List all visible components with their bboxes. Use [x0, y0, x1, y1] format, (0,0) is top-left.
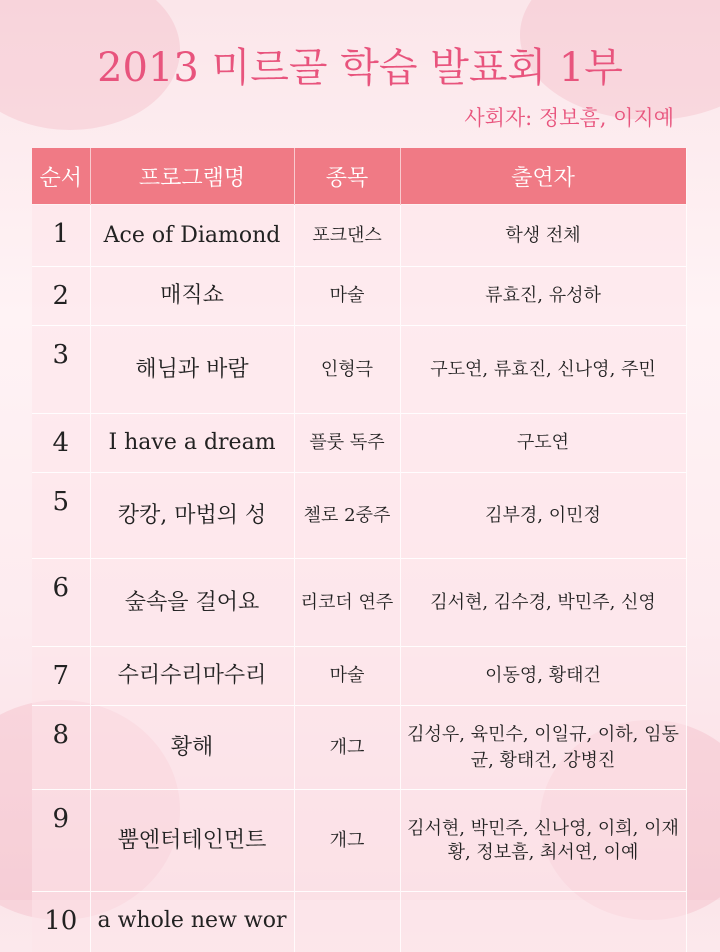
program-type: 인형극 [294, 326, 400, 414]
row-number: 2 [32, 267, 90, 326]
row-number: 3 [32, 326, 90, 414]
program-name: 캉캉, 마법의 성 [90, 473, 294, 559]
row-number: 5 [32, 473, 90, 559]
table-row [32, 267, 686, 326]
program-table [32, 148, 687, 952]
row-number: 6 [32, 559, 90, 647]
page-title: 2013 미르골 학습 발표회 1부 [97, 45, 623, 91]
performers: 김서현, 박민주, 신나영, 이희, 이재황, 정보흠, 최서연, 이예 [400, 790, 686, 892]
row-number: 8 [32, 706, 90, 790]
row-number: 10 [32, 892, 90, 952]
row-number: 4 [32, 414, 90, 473]
row-number: 7 [32, 647, 90, 706]
table-row [32, 647, 686, 706]
table-header-row [32, 148, 686, 205]
table-row [32, 706, 686, 790]
header-type: 종목 [294, 148, 400, 205]
table-row [32, 790, 686, 892]
program-name: I have a dream [90, 414, 294, 473]
row-number: 1 [32, 205, 90, 267]
program-name: 해님과 바람 [90, 326, 294, 414]
table-row [32, 205, 686, 267]
program-type: 포크댄스 [294, 205, 400, 267]
program-type [294, 892, 400, 952]
program-type: 첼로 2중주 [294, 473, 400, 559]
header-order: 순서 [32, 148, 90, 205]
program-type: 플룻 독주 [294, 414, 400, 473]
table-row [32, 326, 686, 414]
hosts-label: 사회자: 정보흠, 이지예 [464, 106, 674, 130]
program-type: 개그 [294, 790, 400, 892]
program-type: 리코더 연주 [294, 559, 400, 647]
program-type: 개그 [294, 706, 400, 790]
performers: 김성우, 육민수, 이일규, 이하, 임동균, 황태건, 강병진 [400, 706, 686, 790]
program-name: Ace of Diamond [90, 205, 294, 267]
performers: 이동영, 황태건 [400, 647, 686, 706]
performers: 구도연, 류효진, 신나영, 주민 [400, 326, 686, 414]
program-name: 황해 [90, 706, 294, 790]
table-row [32, 892, 686, 952]
performers: 김서현, 김수경, 박민주, 신영 [400, 559, 686, 647]
performers: 김부경, 이민정 [400, 473, 686, 559]
program-name: 매직쇼 [90, 267, 294, 326]
program-name: 뿜엔터테인먼트 [90, 790, 294, 892]
table-row [32, 559, 686, 647]
program-name: 숲속을 걸어요 [90, 559, 294, 647]
header-program: 프로그램명 [90, 148, 294, 205]
program-name: 수리수리마수리 [90, 647, 294, 706]
table-row [32, 414, 686, 473]
table-row [32, 473, 686, 559]
program-name: a whole new wor [90, 892, 294, 952]
performers: 류효진, 유성하 [400, 267, 686, 326]
program-type: 마술 [294, 267, 400, 326]
performers [400, 892, 686, 952]
performers: 학생 전체 [400, 205, 686, 267]
program-type: 마술 [294, 647, 400, 706]
header-performers: 출연자 [400, 148, 686, 205]
performers: 구도연 [400, 414, 686, 473]
row-number: 9 [32, 790, 90, 892]
